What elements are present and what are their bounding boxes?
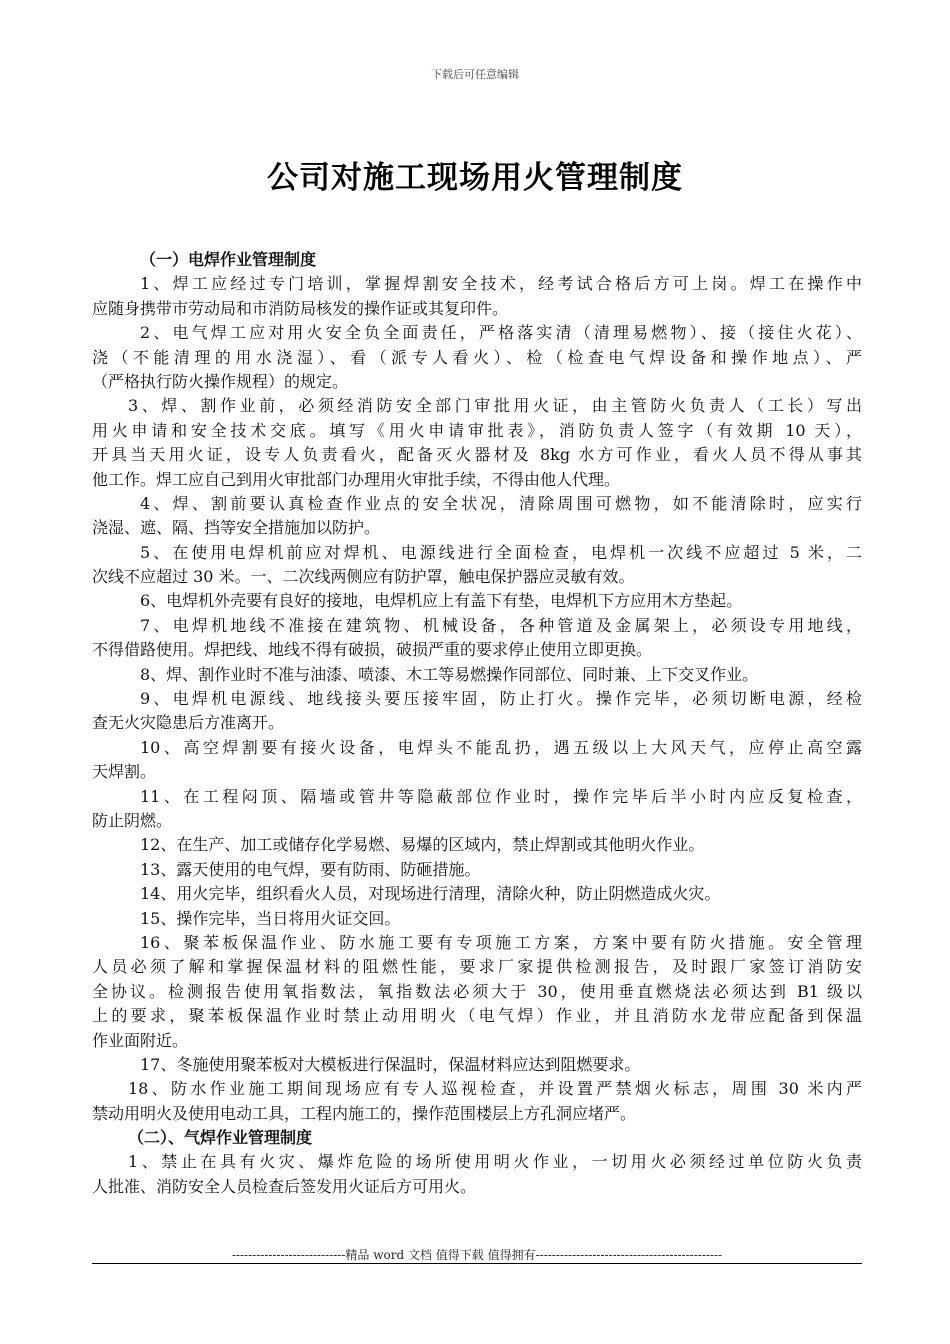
- paragraph-line: （严格执行防火操作规程）的规定。: [92, 371, 349, 391]
- paragraph-line: 8、焊、割作业时不准与油漆、喷漆、木工等易燃操作同部位、同时兼、上下交叉作业。: [140, 664, 759, 684]
- paragraph-line: 15、操作完毕，当日将用火证交回。: [140, 908, 401, 928]
- paragraph-line: 他工作。焊工应自己到用火审批部门办理用火审批手续，不得由他人代理。: [92, 469, 621, 489]
- paragraph-line: 2、电气焊工应对用火安全负全面责任，严格落实清（清理易燃物）、接（接住火花）、: [140, 323, 862, 343]
- paragraph-line: 9、电焊机电源线、地线接头要压接牢固，防止打火。操作完毕，必须切断电源，经检: [140, 689, 862, 709]
- paragraph-line: 人员必须了解和掌握保温材料的阻燃性能，要求厂家提供检测报告，及时跟厂家签订消防安: [92, 957, 862, 977]
- paragraph-line: 次线不应超过 30 米。一、二次线两侧应有防护罩，触电保护器应灵敏有效。: [92, 567, 635, 587]
- paragraph-line: 4、焊、割前要认真检查作业点的安全状况，清除周围可燃物，如不能清除时，应实行: [140, 493, 862, 513]
- paragraph-line: 浇湿、遮、隔、挡等安全措施加以防护。: [92, 518, 381, 538]
- paragraph-line: 禁动用明火及使用电动工具，工程内施工的，操作范围楼层上方孔洞应堵严。: [92, 1103, 637, 1123]
- header-note: 下载后可任意编辑: [431, 68, 519, 81]
- paragraph-line: 查无火灾隐患后方准离开。: [92, 713, 285, 733]
- paragraph-line: 6、电焊机外壳要有良好的接地，电焊机应上有盖下有垫，电焊机下方应用木方垫起。: [140, 591, 743, 611]
- paragraph-line: 1、禁止在具有火灾、爆炸危险的场所使用明火作业，一切用火必须经过单位防火负责: [128, 1152, 862, 1172]
- section-heading: （一）电焊作业管理制度: [140, 250, 317, 269]
- paragraph-line: 人批准、消防安全人员检查后签发用火证后方可用火。: [92, 1176, 477, 1196]
- paragraph-line: 17、冬施使用聚苯板对大模板进行保温时，保温材料应达到阻燃要求。: [140, 1054, 641, 1074]
- paragraph-line: 18、防水作业施工期间现场应有专人巡视检查，并设置严禁烟火标志，周围 30 米内严: [128, 1079, 862, 1099]
- paragraph-line: 开具当天用火证，设专人负责看火，配备灭火器材及 8kg 水方可作业，看火人员不得从事其: [92, 445, 862, 465]
- paragraph-line: 10、高空焊割要有接火设备，电焊头不能乱扔，遇五级以上大风天气，应停止高空露: [140, 737, 862, 757]
- document-title: 公司对施工现场用火管理制度: [267, 160, 683, 196]
- footer-rule: [92, 1263, 862, 1264]
- paragraph-line: 12、在生产、加工或储存化学易燃、易爆的区域内，禁止焊割或其他明火作业。: [140, 835, 705, 855]
- paragraph-line: 天焊割。: [92, 762, 157, 782]
- paragraph-line: 防止阴燃。: [92, 810, 173, 830]
- paragraph-line: 上的要求，聚苯板保温作业时禁止动用明火（电气焊）作业，并且消防水龙带应配备到保温: [92, 1006, 862, 1026]
- paragraph-line: 11、在工程闷顶、隔墙或管井等隐蔽部位作业时，操作完毕后半小时内应反复检查，: [140, 786, 862, 806]
- paragraph-line: 5、在使用电焊机前应对焊机、电源线进行全面检查，电焊机一次线不应超过 5 米，二: [140, 542, 862, 562]
- paragraph-line: 全协议。检测报告使用氧指数法，氧指数法必须大于 30，使用垂直燃烧法必须达到 B1 级以: [92, 981, 862, 1001]
- paragraph-line: 应随身携带市劳动局和市消防局核发的操作证或其复印件。: [92, 298, 509, 318]
- paragraph-line: 14、用火完毕，组织看火人员，对现场进行清理，清除火种，防止阴燃造成火灾。: [140, 884, 721, 904]
- document-body: [92, 248, 862, 1199]
- paragraph-line: 不得借路使用。焊把线、地线不得有破损，破损严重的要求停止使用立即更换。: [92, 640, 653, 660]
- paragraph-line: 3、焊、割作业前，必须经消防安全部门审批用火证，由主管防火负责人（工长）写出: [128, 396, 862, 416]
- section-heading: （二）、气焊作业管理制度: [128, 1128, 313, 1148]
- paragraph-line: 用火申请和安全技术交底。填写《用火申请审批表》，消防负责人签字（有效期 10 天），: [92, 420, 862, 440]
- paragraph-line: 13、露天使用的电气焊，要有防雨、防砸措施。: [140, 859, 481, 879]
- paragraph-line: 16、聚苯板保温作业、防水施工要有专项施工方案，方案中要有防火措施。安全管理: [140, 932, 862, 952]
- footer-text: ----------------------------精品 word 文档 值得下载 值得拥有----------------------------------------------: [231, 1248, 723, 1262]
- paragraph-line: 浇（不能清理的用水浇湿）、看（派专人看火）、检（检查电气焊设备和操作地点）、严: [92, 347, 862, 367]
- paragraph-line: 7、电焊机地线不准接在建筑物、机械设备，各种管道及金属架上，必须设专用地线，: [140, 615, 862, 635]
- paragraph-line: 作业面附近。: [92, 1030, 189, 1050]
- paragraph-line: 1、焊工应经过专门培训，掌握焊割安全技术，经考试合格后方可上岗。焊工在操作中: [140, 274, 862, 294]
